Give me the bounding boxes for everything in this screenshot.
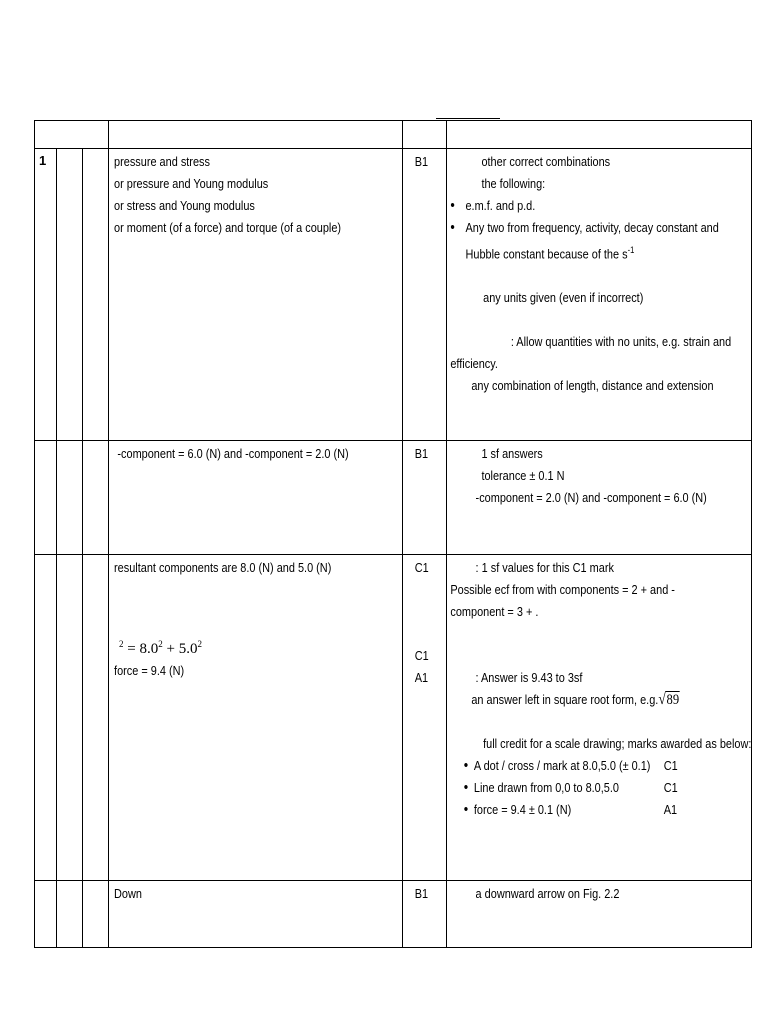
force-equation: $^2 = 8.0^2 + 5.0^2$ <box>119 639 202 657</box>
guidance-cell: 1 sf answers tolerance ± 0.1 N -component = 2.0 (N) and -component = 6.0 (N) <box>447 441 752 555</box>
question-number: 1 <box>35 149 57 441</box>
table-row <box>35 441 752 555</box>
answer-cell: resultant components are 8.0 (N) and 5.0 (N) $^2 = 8.0^2 + 5.0^2$ force = 9.4 (N) <box>109 555 403 881</box>
marks-cell: B1 <box>403 881 447 948</box>
guidance-cell: other correct combinations the following: • e.m.f. and p.d. • Any two from frequency, activity, decay constant and Hubble constant because of the $s^{-1}$ any units given (even if incorrect) : Allow quantities with no units, e.g. strain and efficiency. any combination of length, distance and extension <box>447 149 752 441</box>
sqrt-symbol: √ <box>658 691 666 708</box>
table-row <box>35 555 752 881</box>
answer-cell: Down <box>109 881 403 948</box>
marks-cell: B1 <box>403 441 447 555</box>
guidance-cell: a downward arrow on Fig. 2.2 <box>447 881 752 948</box>
guidance-cell: : 1 sf values for this C1 mark Possible ecf from with components = 2 + and - component = 3 + . : Answer is 9.43 to 3sf an answer left in square root form, e.g.√89 full credit for a scale drawing; marks awarded as below: • A dot / cross / mark at 8.0,5.0 (± 0.1) C1 • Line drawn from 0,0 to 8.0,5.0 C1 • force = 9.4 ± 0.1 (N) A1 <box>447 555 752 881</box>
header-row <box>35 121 752 149</box>
marks-cell: C1 C1 A1 <box>403 555 447 881</box>
table-row <box>35 881 752 948</box>
answer-cell: pressure and stress or pressure and Young modulus or stress and Young modulus or moment (of a force) and torque (of a couple) <box>109 149 403 441</box>
header-rule <box>436 118 500 119</box>
mark-scheme-table <box>34 120 752 948</box>
answer-cell: -component = 6.0 (N) and -component = 2.0 (N) <box>109 441 403 555</box>
marks-cell: B1 <box>403 149 447 441</box>
table-row <box>35 149 752 441</box>
